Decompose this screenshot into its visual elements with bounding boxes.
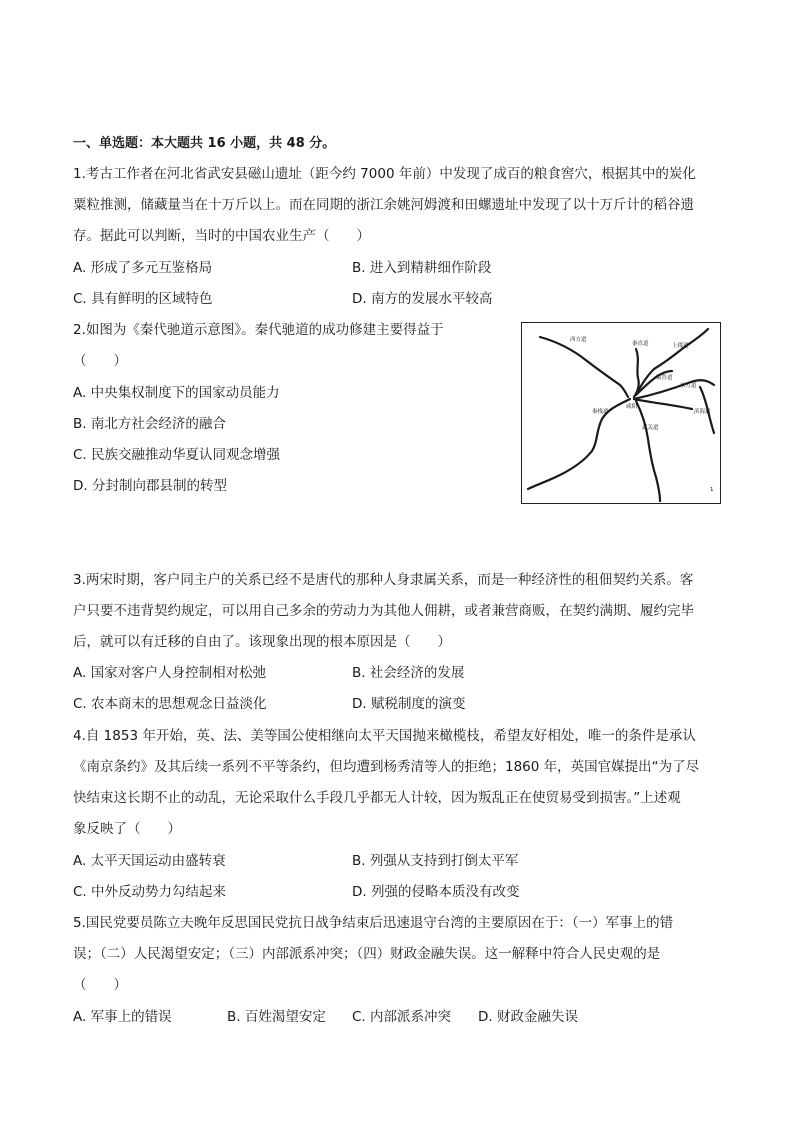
q3-option-b[interactable]: B. 社会经济的发展 [352,665,465,681]
q3-option-c[interactable]: C. 农本商末的思想观念日益淡化 [73,696,267,712]
map-label-wuguan-road: 武关道 [642,425,659,431]
map-label-shangjun-road: 上郡道 [672,343,689,349]
q5-option-b[interactable]: B. 百姓渴望安定 [227,1009,326,1025]
q1-stem-line-2: 粟粒推测，储藏量当在十万斤以上。而在同期的浙江余姚河姆渡和田螺遗址中发现了以十万斤计的稻谷遗 [73,197,694,213]
q1-option-b[interactable]: B. 进入到精耕细作阶段 [352,260,492,276]
q1-stem-line-3: 存。据此可以判断，当时的中国农业生产（ ） [73,228,370,244]
q3-option-d[interactable]: D. 赋税制度的演变 [352,696,466,712]
q5-stem-line-1: 5.国民党要员陈立夫晚年反思国民党抗日战争结束后迅速退守台湾的主要原因在于：（一）军事上的错 [73,915,674,931]
q1-option-a[interactable]: A. 形成了多元互鉴格局 [73,260,213,276]
q3-option-a[interactable]: A. 国家对客户人身控制相对松弛 [73,665,267,681]
q3-stem-line-1: 3.两宋时期，客户同主户的关系已经不是唐代的那种人身隶属关系，而是一种经济性的租佃契约关系。客 [73,572,694,588]
q2-option-a[interactable]: A. 中央集权制度下的国家动员能力 [73,385,280,401]
q5-option-c[interactable]: C. 内部派系冲突 [352,1009,452,1025]
q4-option-b[interactable]: B. 列强从支持到打倒太平军 [352,853,519,869]
q3-stem-line-2: 户只要不违背契约规定，可以用自己多余的劳动力为其他人佣耕，或者兼营商贩，在契约满期、履约完毕 [73,603,694,619]
q4-option-d[interactable]: D. 列强的侵略本质没有改变 [352,884,520,900]
section-heading: 一、单选题：本大题共 16 小题，共 48 分。 [73,136,336,151]
qin-roads-map [521,322,721,504]
q2-option-c[interactable]: C. 民族交融推动华夏认同观念增强 [73,447,281,463]
q3-stem-line-3: 后，就可以有迁移的自由了。该现象出现的根本原因是（ ） [73,634,451,650]
q4-stem-line-2: 《南京条约》及其后续一系列不平等条约，但均遭到杨秀清等人的拒绝；1860 年，英国官媒提出“为了尽 [73,759,700,775]
q1-option-d[interactable]: D. 南方的发展水平较高 [352,291,493,307]
road-plank [528,399,630,489]
map-label-east-road: 东方道 [680,383,697,389]
q1-option-c[interactable]: C. 具有鲜明的区域特色 [73,291,213,307]
map-label-linjin-road: 临晋道 [656,375,673,381]
q5-stem-line-2: 误；（二）人民渴望安定；（三）内部派系冲突；（四）财政金融失误。这一解释中符合人民史观的是 [73,946,661,962]
map-figure [522,323,720,503]
map-corner-mark: 1 [710,487,714,493]
map-label-xianyang: 咸阳 [626,404,638,410]
q2-option-b[interactable]: B. 南北方社会经济的融合 [73,416,226,432]
road-east-connector [634,399,692,409]
q5-option-d[interactable]: D. 财政金融失误 [478,1009,578,1025]
map-label-west-road: 西方道 [570,337,587,343]
road-wuguan [636,401,660,501]
q2-stem-line-1: 2.如图为《秦代驰道示意图》。秦代驰道的成功修建主要得益于 [73,322,444,338]
road-west [540,337,628,397]
q4-option-c[interactable]: C. 中外反动势力勾结起来 [73,884,227,900]
q2-option-d[interactable]: D. 分封制向郡县制的转型 [73,478,227,494]
map-label-coastal-road: 滨海道 [694,409,711,415]
q5-stem-line-3: （ ） [73,977,127,993]
map-label-plank-road: 秦栈道 [592,409,609,415]
q2-stem-line-2: （ ） [73,353,127,369]
map-label-direct-road: 秦直道 [632,341,649,347]
q4-stem-line-3: 快结束这长期不止的动乱，无论采取什么手段几乎都无人计较，因为叛乱正在使贸易受到损害。”上述观 [73,790,681,806]
q1-stem-line-1: 1.考古工作者在河北省武安县磁山遗址（距今约 7000 年前）中发现了成百的粮食窖穴，根据其中的炭化 [73,166,696,182]
q4-stem-line-1: 4.自 1853 年开始，英、法、美等国公使相继向太平天国抛来橄榄枝，希望友好相处，唯一的条件是承认 [73,728,696,744]
q4-stem-line-4: 象反映了（ ） [73,821,181,837]
q4-option-a[interactable]: A. 太平天国运动由盛转衰 [73,853,226,869]
q5-option-a[interactable]: A. 军事上的错误 [73,1009,172,1025]
